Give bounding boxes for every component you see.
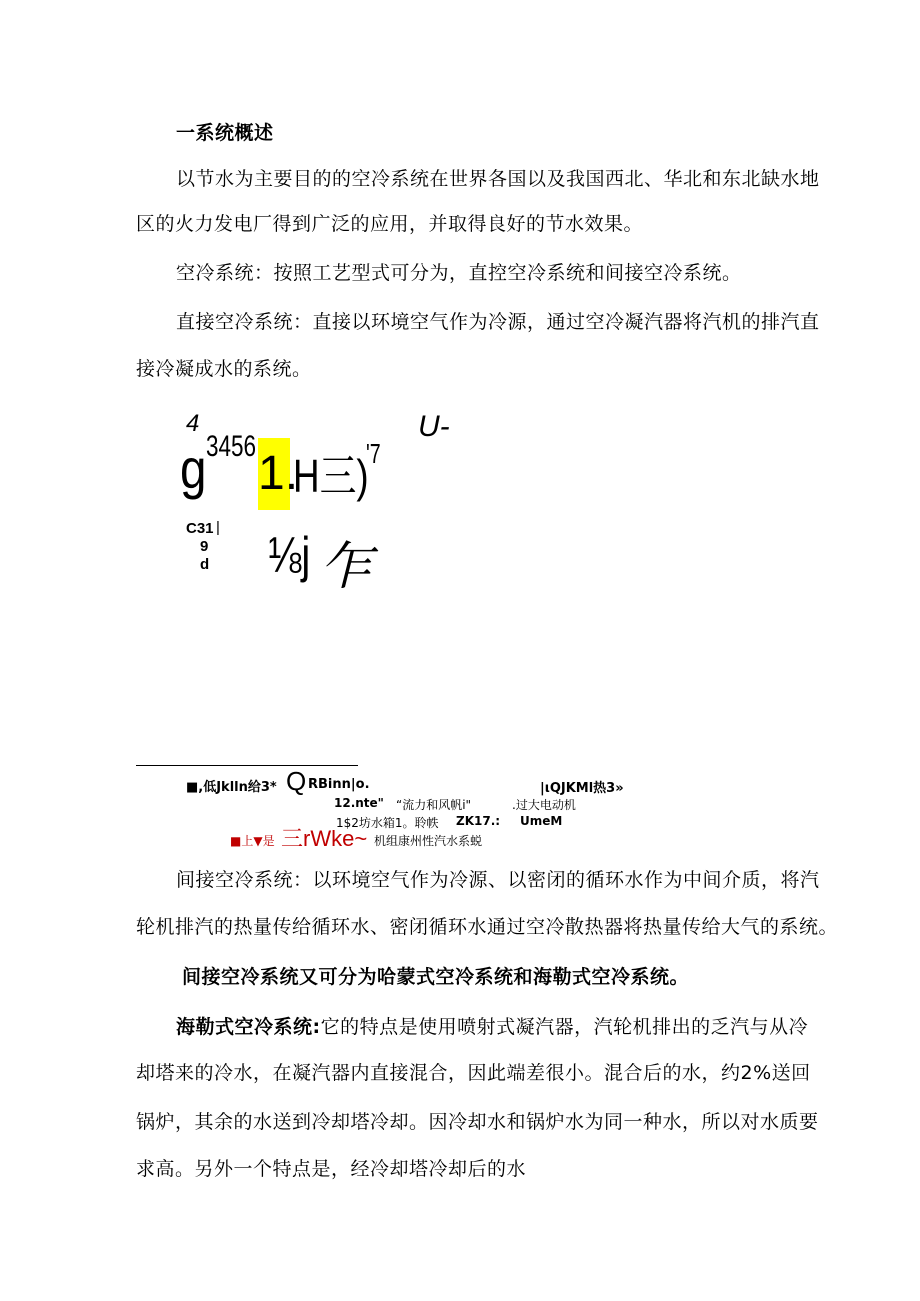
paragraph-6-line-1 xyxy=(176,1012,808,1039)
figure-label-4: 4 xyxy=(186,410,200,437)
figure-label-c31: C31 xyxy=(186,520,214,537)
paragraph-6-line-3: 锅炉，其余的水送到冷却塔冷却。因冷却水和锅炉水为同一种水，所以对水质要 xyxy=(136,1111,819,1133)
legend-j: ■上▼是 xyxy=(230,834,275,848)
legend-f: .过大电动机 xyxy=(512,798,576,812)
paragraph-6-line-2: 却塔来的冷水，在凝汽器内直接混合，因此端差很小。混合后的水，约2%送回 xyxy=(136,1062,811,1084)
paragraph-5: 间接空冷系统又可分为哈蒙式空冷系统和海勒式空冷系统。 xyxy=(182,966,690,988)
figure-label-9: 9 xyxy=(200,538,209,555)
footnote-divider xyxy=(136,765,358,766)
figure-label-h: H三) xyxy=(293,450,369,502)
figure-highlight-1: 1. xyxy=(258,438,290,510)
legend-i: UmeM xyxy=(520,814,563,828)
figure-label-7: '7 xyxy=(366,438,381,469)
paragraph-3-line-2: 接冷凝成水的系统。 xyxy=(136,358,312,380)
figure-label-d: d xyxy=(200,556,210,573)
legend-d: 12.nte" xyxy=(334,796,384,810)
legend-c: |ιQJKMl热3» xyxy=(540,781,624,796)
legend-l: 机组康州性汽水系蜕 xyxy=(374,834,483,848)
paragraph-4-line-1: 间接空冷系统：以环境空气作为冷源、以密闭的循环水作为中间介质，将汽 xyxy=(176,869,820,891)
paragraph-6-text: 它的特点是使用喷射式凝汽器，汽轮机排出的乏汽与从冷 xyxy=(320,1016,809,1038)
figure-label-3456: 3456 xyxy=(206,430,257,463)
legend-h: ZK17.: xyxy=(456,814,501,828)
figure-label-fraction: ⅛j xyxy=(268,527,311,583)
paragraph-4-line-2: 轮机排汽的热量传给循环水、密闭循环水通过空冷散热器将热量传给大气的系统。 xyxy=(136,916,839,938)
legend-k: 三rWke~ xyxy=(281,826,368,851)
figure-label-bar: | xyxy=(216,519,220,536)
legend-a: ■,低Jklln给3* xyxy=(186,780,277,795)
legend-e: “流力和风帆i" xyxy=(396,798,472,812)
paragraph-6-label: 海勒式空冷系统: xyxy=(176,1016,321,1038)
legend-b: RBinn|o. xyxy=(308,777,370,792)
paragraph-3-line-1: 直接空冷系统：直接以环境空气作为冷源，通过空冷凝汽器将汽机的排汽直 xyxy=(176,311,820,333)
figure-label-u: U- xyxy=(418,410,450,443)
paragraph-6-line-4: 求高。另外一个特点是，经冷却塔冷却后的水 xyxy=(136,1158,527,1180)
legend-g: 1$2坊水箱1。聆帙 xyxy=(336,816,439,830)
legend-q: Q xyxy=(286,766,307,796)
figure-label-nian: 乍 xyxy=(320,538,373,596)
figure-label-g: g xyxy=(180,437,207,500)
section-title: 一系统概述 xyxy=(176,122,274,144)
paragraph-2: 空冷系统：按照工艺型式可分为，直控空冷系统和间接空冷系统。 xyxy=(176,262,742,284)
paragraph-1-line-1: 以节水为主要目的的空冷系统在世界各国以及我国西北、华北和东北缺水地 xyxy=(176,168,820,190)
paragraph-1-line-2: 区的火力发电厂得到广泛的应用，并取得良好的节水效果。 xyxy=(136,213,644,235)
